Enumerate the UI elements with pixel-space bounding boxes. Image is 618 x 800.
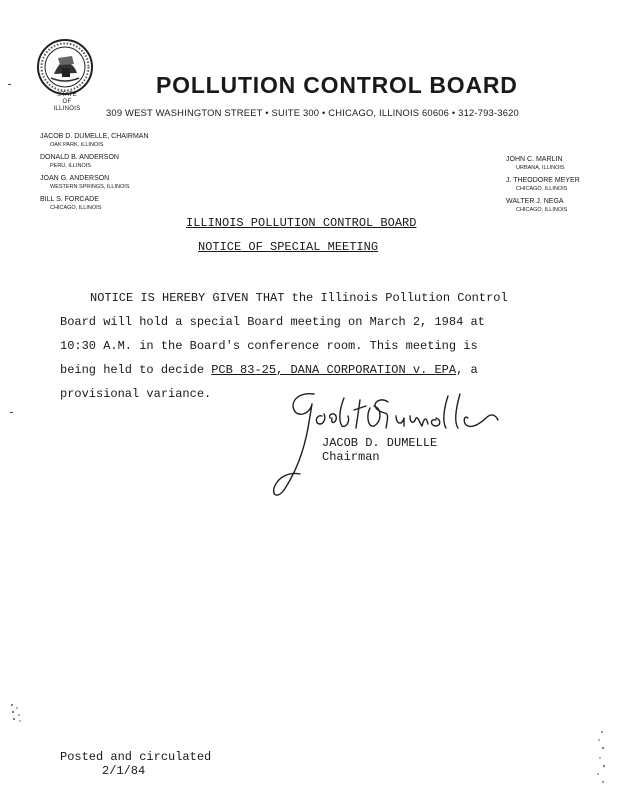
member-city: WESTERN SPRINGS, ILLINOIS	[50, 184, 130, 190]
member-city: CHICAGO, ILLINOIS	[516, 207, 568, 213]
member-entry	[40, 133, 149, 149]
member-city: URBANA, ILLINOIS	[516, 165, 565, 171]
notice-heading: ILLINOIS POLLUTION CONTROL BOARD	[186, 216, 417, 230]
member-name: JACOB D. DUMELLE, CHAIRMAN	[40, 133, 149, 140]
scan-speck	[10, 412, 13, 413]
posted-note: Posted and circulated	[60, 750, 212, 764]
signatory-name: JACOB D. DUMELLE	[322, 436, 438, 450]
signatory-title: Chairman	[322, 450, 380, 464]
member-name: JOHN C. MARLIN	[506, 156, 563, 163]
member-city: CHICAGO, ILLINOIS	[516, 186, 568, 192]
member-entry	[40, 154, 119, 170]
member-entry	[506, 177, 580, 193]
notice-body-line: 10:30 A.M. in the Board's conference room. This meeting is	[60, 339, 478, 353]
scan-speck	[8, 84, 11, 85]
member-city: CHICAGO, ILLINOIS	[50, 205, 102, 211]
seal-caption-line: STATE	[57, 92, 77, 98]
member-name: WALTER J. NEGA	[506, 198, 564, 205]
seal-caption-line: OF	[62, 99, 72, 105]
notice-body-line: NOTICE IS HEREBY GIVEN THAT the Illinois Pollution Control	[90, 291, 508, 305]
scan-noise-icon	[8, 702, 24, 724]
board-title: POLLUTION CONTROL BOARD	[156, 72, 518, 98]
board-address: 309 WEST WASHINGTON STREET • SUITE 300 • CHICAGO, ILLINOIS 60606 • 312-793-3620	[106, 107, 519, 118]
member-entry	[40, 196, 101, 212]
member-name: J. THEODORE MEYER	[506, 177, 580, 184]
notice-body-line: Board will hold a special Board meeting on March 2, 1984 at	[60, 315, 485, 329]
member-name: DONALD B. ANDERSON	[40, 154, 119, 161]
notice-body-line	[60, 363, 478, 377]
posted-date: 2/1/84	[102, 764, 146, 778]
member-city: PERU, ILLINOIS	[50, 163, 91, 169]
member-entry	[506, 156, 565, 172]
seal-caption	[44, 92, 90, 113]
state-seal-icon	[36, 38, 94, 96]
member-entry	[506, 198, 567, 214]
member-city: OAK PARK, ILLINOIS	[50, 142, 104, 148]
member-name: JOAN G. ANDERSON	[40, 175, 110, 182]
seal-caption-line: ILLINOIS	[53, 106, 81, 112]
case-reference: PCB 83-25, DANA CORPORATION v. EPA	[211, 363, 457, 377]
body-text: being held to decide	[60, 363, 212, 377]
notice-subheading: NOTICE OF SPECIAL MEETING	[198, 240, 379, 254]
member-name: BILL S. FORCADE	[40, 196, 99, 203]
scan-mark	[594, 728, 608, 788]
scan-mark	[8, 702, 24, 724]
scan-noise-icon	[594, 728, 608, 788]
notice-body-line: provisional variance.	[60, 387, 212, 401]
body-text: , a	[456, 363, 478, 377]
member-entry	[40, 175, 129, 191]
